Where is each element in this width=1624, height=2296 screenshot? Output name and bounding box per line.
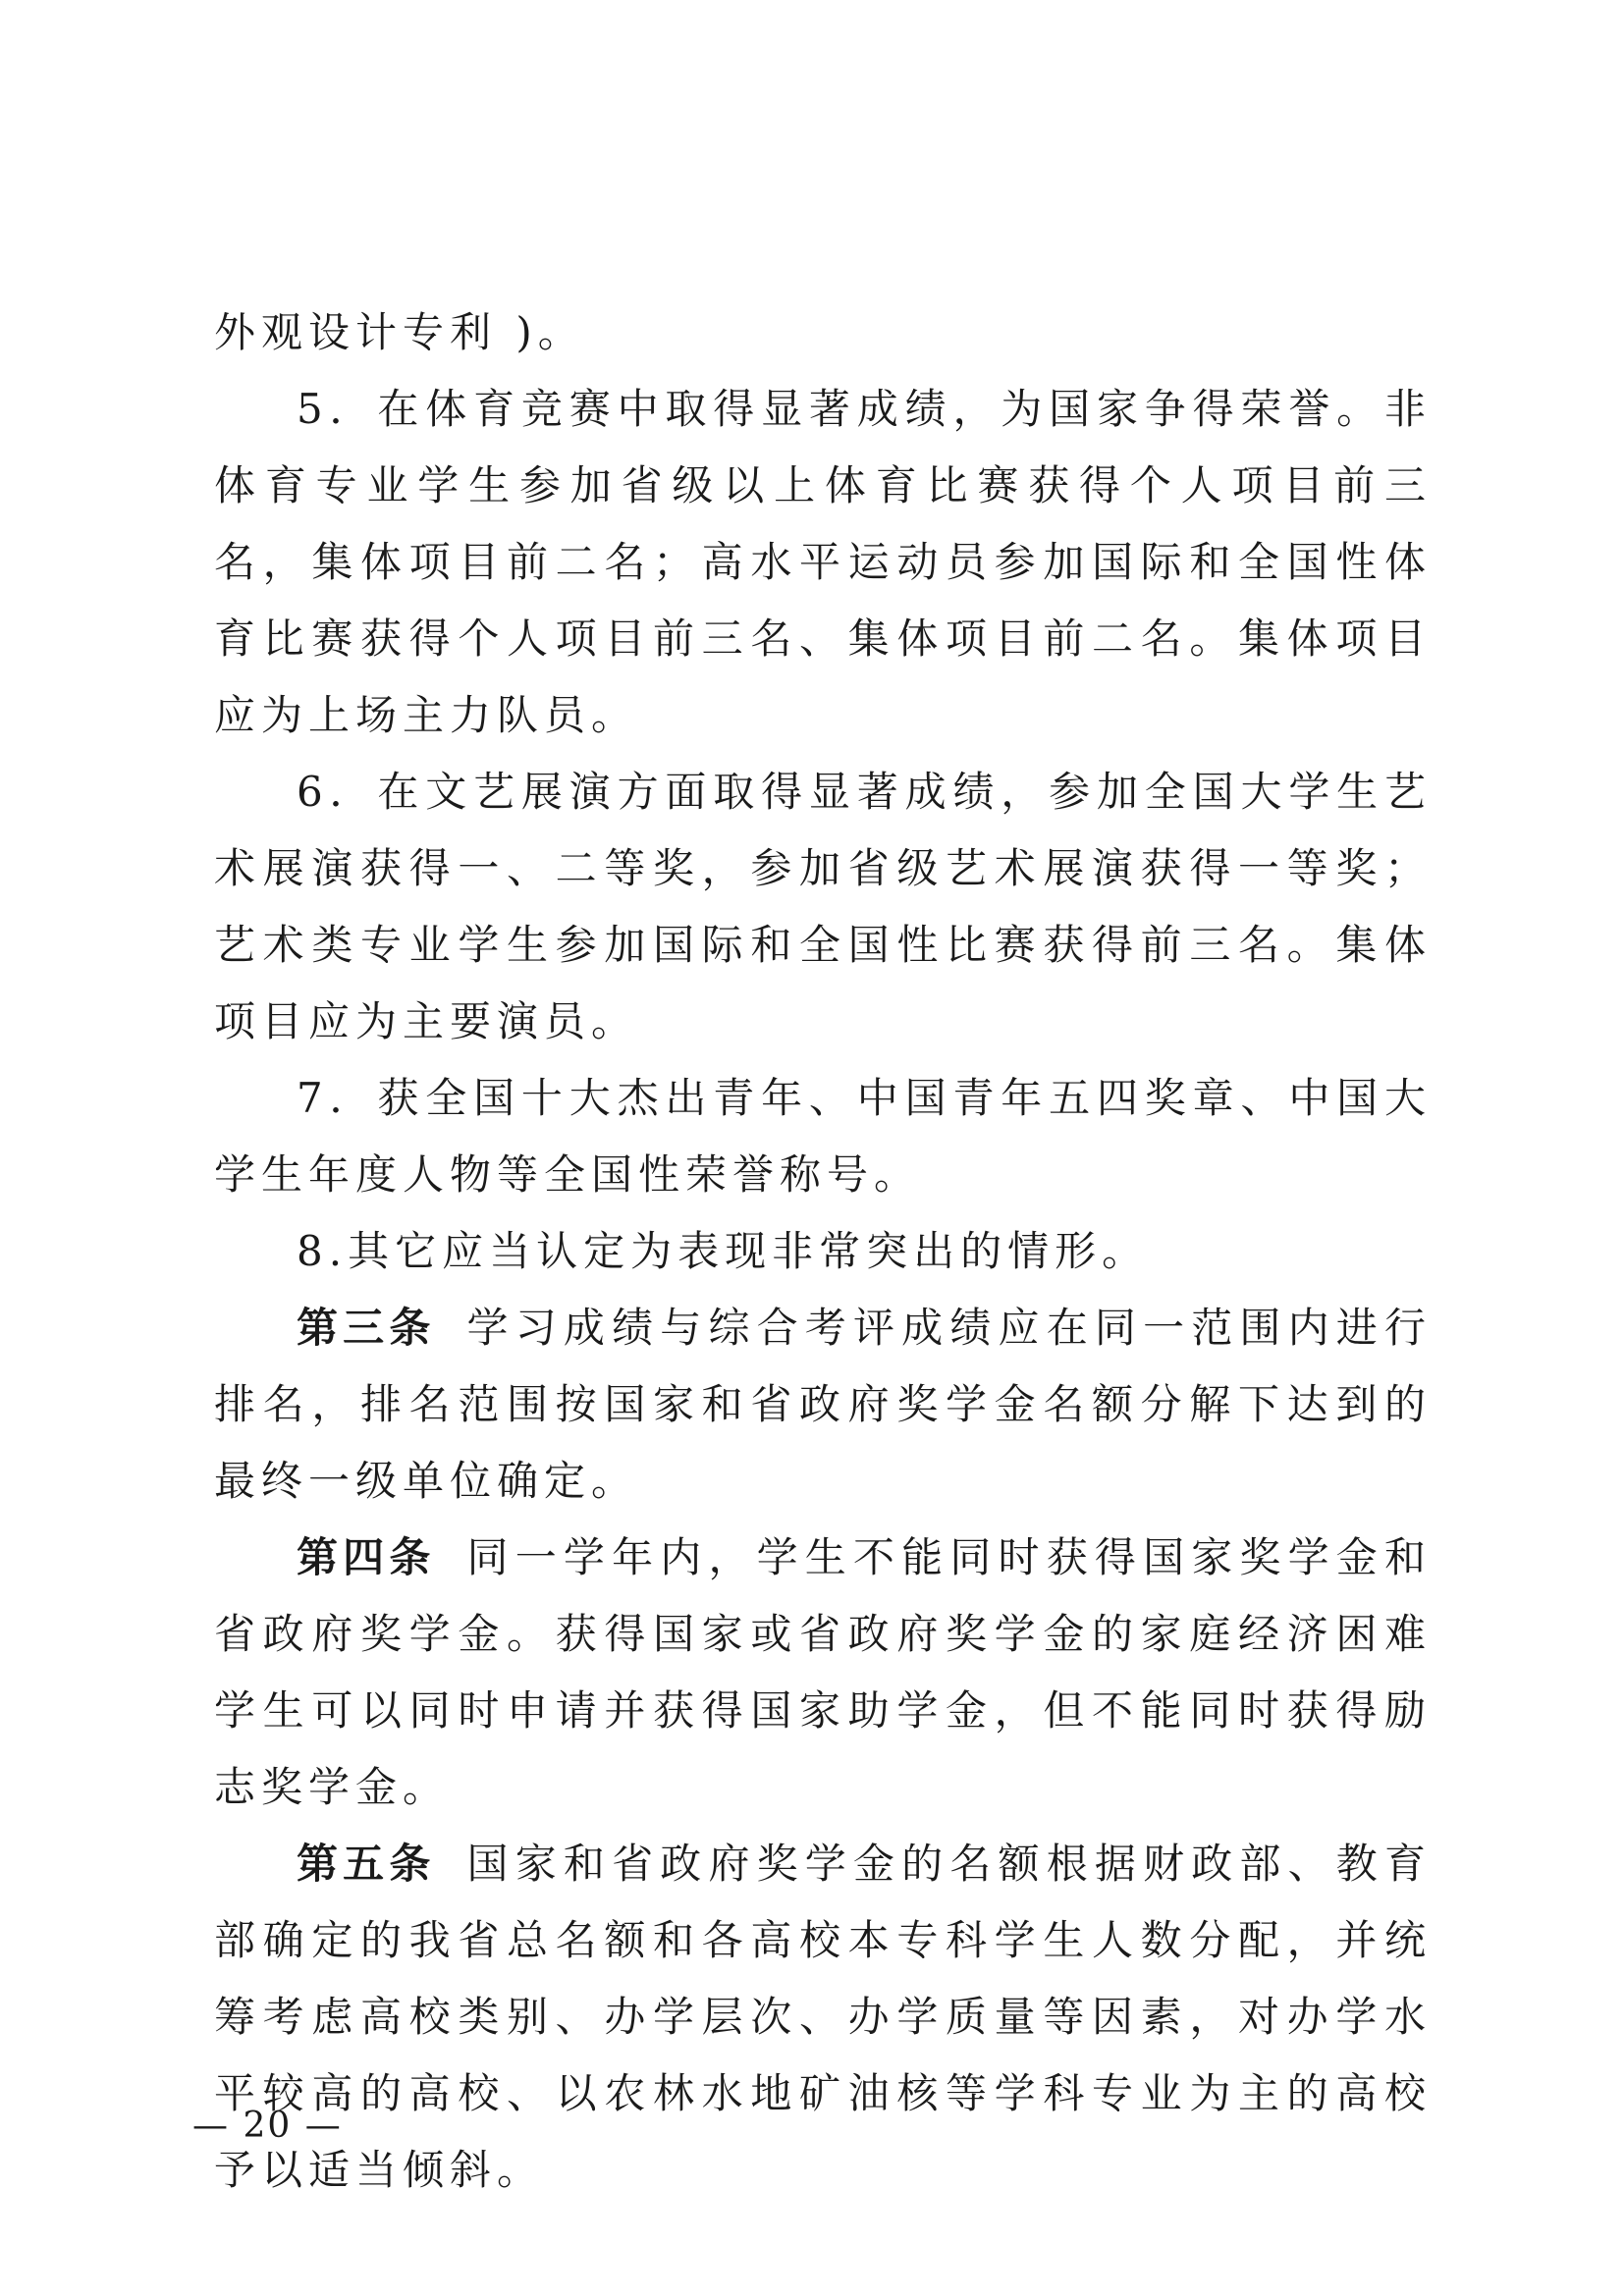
list-item-6 xyxy=(214,754,1432,1060)
article-text: 国家和省政府奖学金的名额根据财政部、教育部确定的我省总名额和各高校本专科学生人数分配，并统筹考虑高校类别、办学层次、办学质量等因素，对办学水平较高的高校、以农林水地矿油核等学科专业为主的高校予以适当倾斜。 xyxy=(214,1840,1432,2194)
article-label: 第五条 xyxy=(297,1840,436,1888)
list-item-7 xyxy=(214,1060,1432,1213)
article-4 xyxy=(214,1520,1432,1826)
article-text: 学习成绩与综合考评成绩应在同一范围内进行排名，排名范围按国家和省政府奖学金名额分解下达到的最终一级单位确定。 xyxy=(214,1304,1432,1505)
page-number: — 20 — xyxy=(192,2106,343,2146)
list-item-8 xyxy=(214,1213,1432,1290)
paragraph-text: 5．在体育竞赛中取得显著成绩，为国家争得荣誉。非体育专业学生参加省级以上体育比赛获得个人项目前三名，集体项目前二名；高水平运动员参加国际和全国性体育比赛获得个人项目前三名、集体项目前二名。集体项目应为上场主力队员。 xyxy=(214,385,1432,739)
article-label: 第三条 xyxy=(297,1304,436,1352)
paragraph-continuation xyxy=(214,294,1432,371)
list-item-5 xyxy=(214,371,1432,754)
article-text: 同一学年内，学生不能同时获得国家奖学金和省政府奖学金。获得国家或省政府奖学金的家庭经济困难学生可以同时申请并获得国家助学金，但不能同时获得励志奖学金。 xyxy=(214,1533,1432,1811)
article-5 xyxy=(214,1826,1432,2209)
paragraph-text: 外观设计专利 )。 xyxy=(214,308,585,356)
article-3 xyxy=(214,1290,1432,1520)
article-label: 第四条 xyxy=(297,1533,436,1581)
paragraph-text: 8.其它应当认定为表现非常突出的情形。 xyxy=(297,1227,1150,1275)
paragraph-text: 6．在文艺展演方面取得显著成绩，参加全国大学生艺术展演获得一、二等奖，参加省级艺术展演获得一等奖；艺术类专业学生参加国际和全国性比赛获得前三名。集体项目应为主要演员。 xyxy=(214,768,1432,1045)
document-body xyxy=(214,294,1432,2209)
paragraph-text: 7．获全国十大杰出青年、中国青年五四奖章、中国大学生年度人物等全国性荣誉称号。 xyxy=(214,1074,1432,1199)
